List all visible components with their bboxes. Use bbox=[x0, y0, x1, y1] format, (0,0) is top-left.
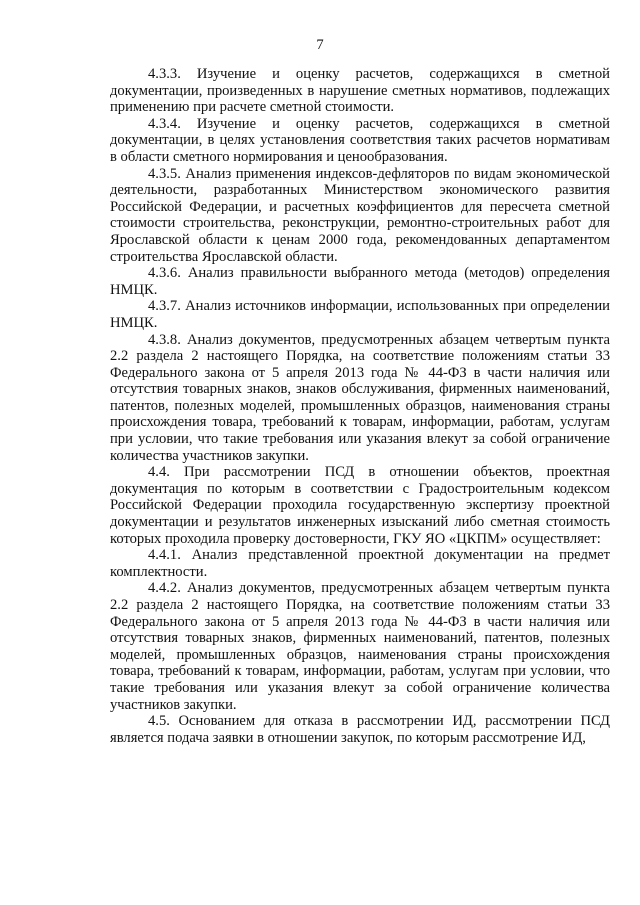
paragraph-text: Анализ источников информации, использованных при определении НМЦК. bbox=[110, 298, 610, 331]
paragraph-4-3-7 bbox=[110, 298, 610, 331]
paragraph-number: 4.3.3. bbox=[148, 66, 181, 82]
paragraph-4-4 bbox=[110, 464, 610, 547]
paragraph-text: При рассмотрении ПСД в отношении объектов, проектная документация по которым в соответствии с Градостроительным кодексом Российской Федерации проходила государственную экспертизу проектной документации и результатов инженерных изысканий либо сметная стоимость которых проходила проверку достоверности, ГКУ ЯО «ЦКПМ» осуществляет: bbox=[110, 464, 610, 547]
paragraph-number: 4.3.6. bbox=[148, 265, 181, 282]
paragraph-4-3-4 bbox=[110, 116, 610, 166]
document-body bbox=[110, 66, 610, 746]
paragraph-number: 4.4.2. bbox=[148, 580, 181, 597]
paragraph-text: Основанием для отказа в рассмотрении ИД, рассмотрении ПСД является подача заявки в отношении закупок, по которым рассмотрение ИД, bbox=[110, 713, 610, 746]
paragraph-text: Анализ правильности выбранного метода (методов) определения НМЦК. bbox=[110, 265, 610, 298]
paragraph-text: Анализ применения индексов-дефляторов по видам экономической деятельности, разработанных Министерством экономического развития Российской Федерации, и расчетных коэффициентов для пересчета сметной стоимости строительства, реконструкции, ремонтно-строительных работ для Ярославской области к ценам 2000 года, рекомендованных департаментом строительства Ярославской области. bbox=[110, 165, 610, 265]
paragraph-text: Анализ документов, предусмотренных абзацем четвертым пункта 2.2 раздела 2 настоящего Порядка, на соответствие положениям статьи 33 Федерального закона от 5 апреля 2013 года № 44-ФЗ в части наличия или отсутствия товарных знаков, знаков обслуживания, фирменных наименований, патентов, полезных моделей, промышленных образцов, наименования страны происхождения товара, требований к товарам, информации, работам, услугам при условии, что такие требования или указания влекут за собой ограничение количества участников закупки. bbox=[110, 331, 610, 464]
paragraph-4-4-2 bbox=[110, 580, 610, 713]
paragraph-number: 4.4.1. bbox=[148, 547, 181, 564]
page-number: 7 bbox=[316, 37, 324, 53]
paragraph-number: 4.3.5. bbox=[148, 165, 181, 182]
paragraph-4-5 bbox=[110, 713, 610, 746]
paragraph-4-3-6 bbox=[110, 265, 610, 298]
paragraph-number: 4.5. bbox=[148, 713, 170, 730]
paragraph-text: Анализ документов, предусмотренных абзацем четвертым пункта 2.2 раздела 2 настоящего Порядка, на соответствие положениям статьи 33 Федерального закона от 5 апреля 2013 года № 44-ФЗ в части наличия или отсутствия товарных знаков, фирменных наименований, патентов, полезных моделей, промышленных образцов, наименования страны происхождения товара, требований к товарам, информации, работам, услугам при условии, что такие требования или указания влекут за собой ограничение количества участников закупки. bbox=[110, 580, 610, 713]
paragraph-text: Изучение и оценку расчетов, содержащихся в сметной документации, в целях установления соответствия таких расчетов нормативам в области сметного нормирования и ценообразования. bbox=[110, 115, 610, 165]
paragraph-4-3-8 bbox=[110, 332, 610, 465]
paragraph-number: 4.3.7. bbox=[148, 298, 181, 315]
paragraph-text: Изучение и оценку расчетов, содержащихся в сметной документации, произведенных в нарушение сметных нормативов, подлежащих применению при расчете сметной стоимости. bbox=[110, 66, 610, 116]
paragraph-number: 4.3.4. bbox=[148, 115, 181, 132]
paragraph-text: Анализ представленной проектной документации на предмет комплектности. bbox=[110, 547, 610, 580]
paragraph-4-3-5 bbox=[110, 166, 610, 266]
paragraph-4-4-1 bbox=[110, 547, 610, 580]
paragraph-number: 4.3.8. bbox=[148, 331, 181, 348]
paragraph-number: 4.4. bbox=[148, 464, 170, 481]
paragraph-4-3-3 bbox=[110, 66, 610, 116]
